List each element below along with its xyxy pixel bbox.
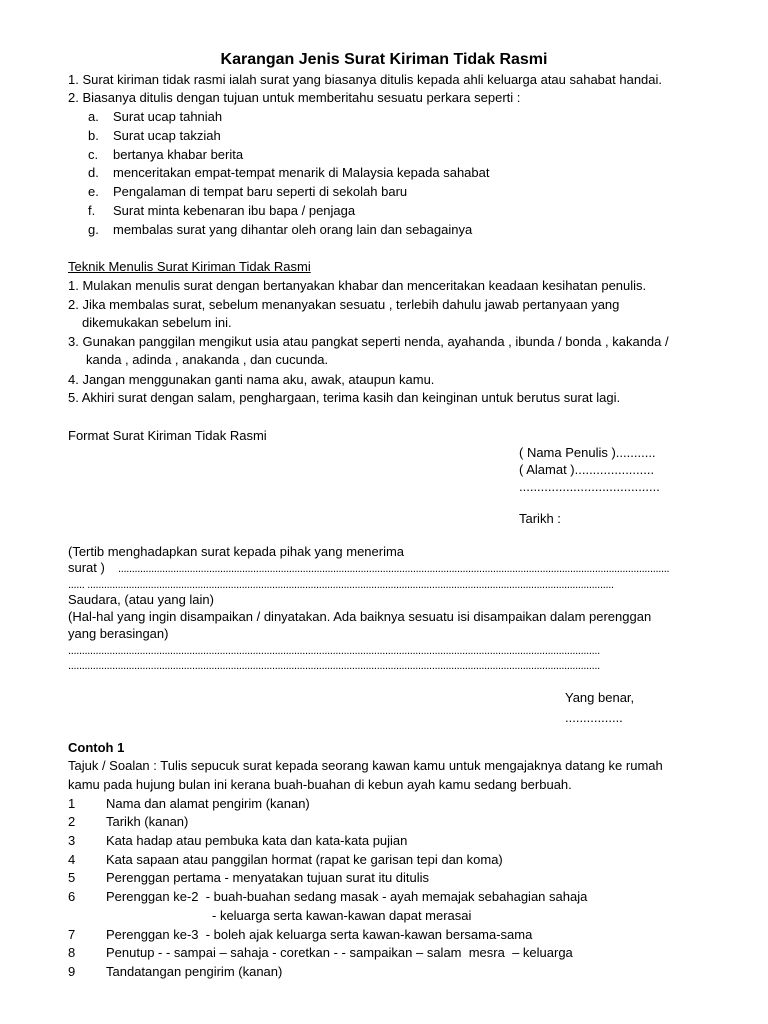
step-text: Penutup - - sampai – sahaja - coretkan - - sampaikan – salam mesra – keluarga [106, 945, 573, 960]
closing: Yang benar, [565, 690, 635, 705]
technique-line: kanda , adinda , anakanda , dan cucunda. [86, 352, 329, 367]
step-number: 8 [68, 945, 76, 960]
content-line-1: (Hal-hal yang ingin disampaikan / dinyatakan. Ada baiknya sesuatu isi disampaikan dalam perenggan [68, 609, 652, 624]
dotted-line: ...... ............................................................................................................................................................................................... [68, 579, 614, 591]
sender-address: ( Alamat )...................... [519, 462, 655, 477]
purpose-item: menceritakan empat-tempat menarik di Malaysia kepada sahabat [113, 165, 490, 180]
dotted-line: ........................................................................................................................................................................................................ [118, 563, 670, 575]
purpose-marker: g. [88, 222, 99, 237]
step-text: - keluarga serta kawan-kawan dapat merasai [212, 908, 472, 923]
technique-line: 1. Mulakan menulis surat dengan bertanyakan khabar dan menceritakan keadaan kesihatan penulis. [68, 278, 647, 293]
purpose-item: bertanya khabar berita [113, 147, 244, 162]
purpose-item: Surat ucap tahniah [113, 109, 223, 124]
purpose-marker: d. [88, 165, 99, 180]
sender-address-dots: ....................................... [519, 479, 660, 494]
purpose-item: Surat minta kebenaran ibu bapa / penjaga [113, 203, 356, 218]
example-question-1: Tajuk / Soalan : Tulis sepucuk surat kepada seorang kawan kamu untuk mengajaknya datang ke rumah [68, 758, 663, 773]
example-heading: Contoh 1 [68, 740, 125, 755]
step-number: 7 [68, 927, 76, 942]
document-title: Karangan Jenis Surat Kiriman Tidak Rasmi [220, 51, 548, 68]
step-number: 2 [68, 814, 76, 829]
purpose-marker: e. [88, 184, 99, 199]
dotted-line: ................................................................................................................................................................................................. [68, 645, 600, 657]
purpose-marker: b. [88, 128, 99, 143]
step-number: 4 [68, 852, 76, 867]
recipient-line-1: (Tertib menghadapkan surat kepada pihak yang menerima [68, 544, 405, 559]
technique-line: 3. Gunakan panggilan mengikut usia atau pangkat seperti nenda, ayahanda , ibunda / bonda , kakanda / [68, 334, 669, 349]
purpose-marker: f. [88, 203, 96, 218]
greeting: Saudara, (atau yang lain) [68, 592, 214, 607]
step-number: 5 [68, 870, 76, 885]
purpose-item: Pengalaman di tempat baru seperti di sekolah baru [113, 184, 408, 199]
step-text: Nama dan alamat pengirim (kanan) [106, 796, 310, 811]
example-question-2: kamu pada hujung bulan ini kerana buah-buahan di kebun ayah kamu sedang berbuah. [68, 777, 572, 792]
step-text: Perenggan ke-3 - boleh ajak keluarga serta kawan-kawan bersama-sama [106, 927, 533, 942]
step-text: Tarikh (kanan) [106, 814, 189, 829]
purpose-marker: c. [88, 147, 99, 162]
signature-dots: ................ [565, 710, 623, 725]
step-text: Kata hadap atau pembuka kata dan kata-kata pujian [106, 833, 408, 848]
step-text: Kata sapaan atau panggilan hormat (rapat ke garisan tepi dan koma) [106, 852, 503, 867]
format-heading: Format Surat Kiriman Tidak Rasmi [68, 428, 267, 443]
technique-heading: Teknik Menulis Surat Kiriman Tidak Rasmi [68, 259, 311, 274]
technique-line: 5. Akhiri surat dengan salam, penghargaan, terima kasih dan keinginan untuk berutus surat lagi. [68, 390, 621, 405]
step-text: Perenggan ke-2 - buah-buahan sedang masak - ayah memajak sebahagian sahaja [106, 889, 588, 904]
sender-name: ( Nama Penulis )........... [519, 445, 656, 460]
technique-line: 4. Jangan menggunakan ganti nama aku, awak, ataupun kamu. [68, 372, 435, 387]
technique-line: dikemukakan sebelum ini. [82, 315, 232, 330]
purpose-marker: a. [88, 109, 99, 124]
dotted-line: ................................................................................................................................................................................................. [68, 660, 600, 672]
step-number: 1 [68, 796, 76, 811]
step-number: 9 [68, 964, 76, 979]
step-number: 6 [68, 889, 76, 904]
step-number: 3 [68, 833, 76, 848]
date-label: Tarikh : [519, 511, 561, 526]
step-text: Perenggan pertama - menyatakan tujuan surat itu ditulis [106, 870, 430, 885]
purpose-item: Surat ucap takziah [113, 128, 221, 143]
step-text: Tandatangan pengirim (kanan) [106, 964, 283, 979]
intro-line-1: 1. Surat kiriman tidak rasmi ialah surat yang biasanya ditulis kepada ahli keluarga atau sahabat handai. [68, 72, 663, 87]
content-line-2: yang berasingan) [68, 626, 169, 641]
recipient-line-2: surat ) [68, 560, 105, 575]
intro-line-2: 2. Biasanya ditulis dengan tujuan untuk memberitahu sesuatu perkara seperti : [68, 90, 521, 105]
purpose-item: membalas surat yang dihantar oleh orang lain dan sebagainya [113, 222, 473, 237]
technique-line: 2. Jika membalas surat, sebelum menanyakan sesuatu , terlebih dahulu jawab pertanyaan yang [68, 297, 620, 312]
